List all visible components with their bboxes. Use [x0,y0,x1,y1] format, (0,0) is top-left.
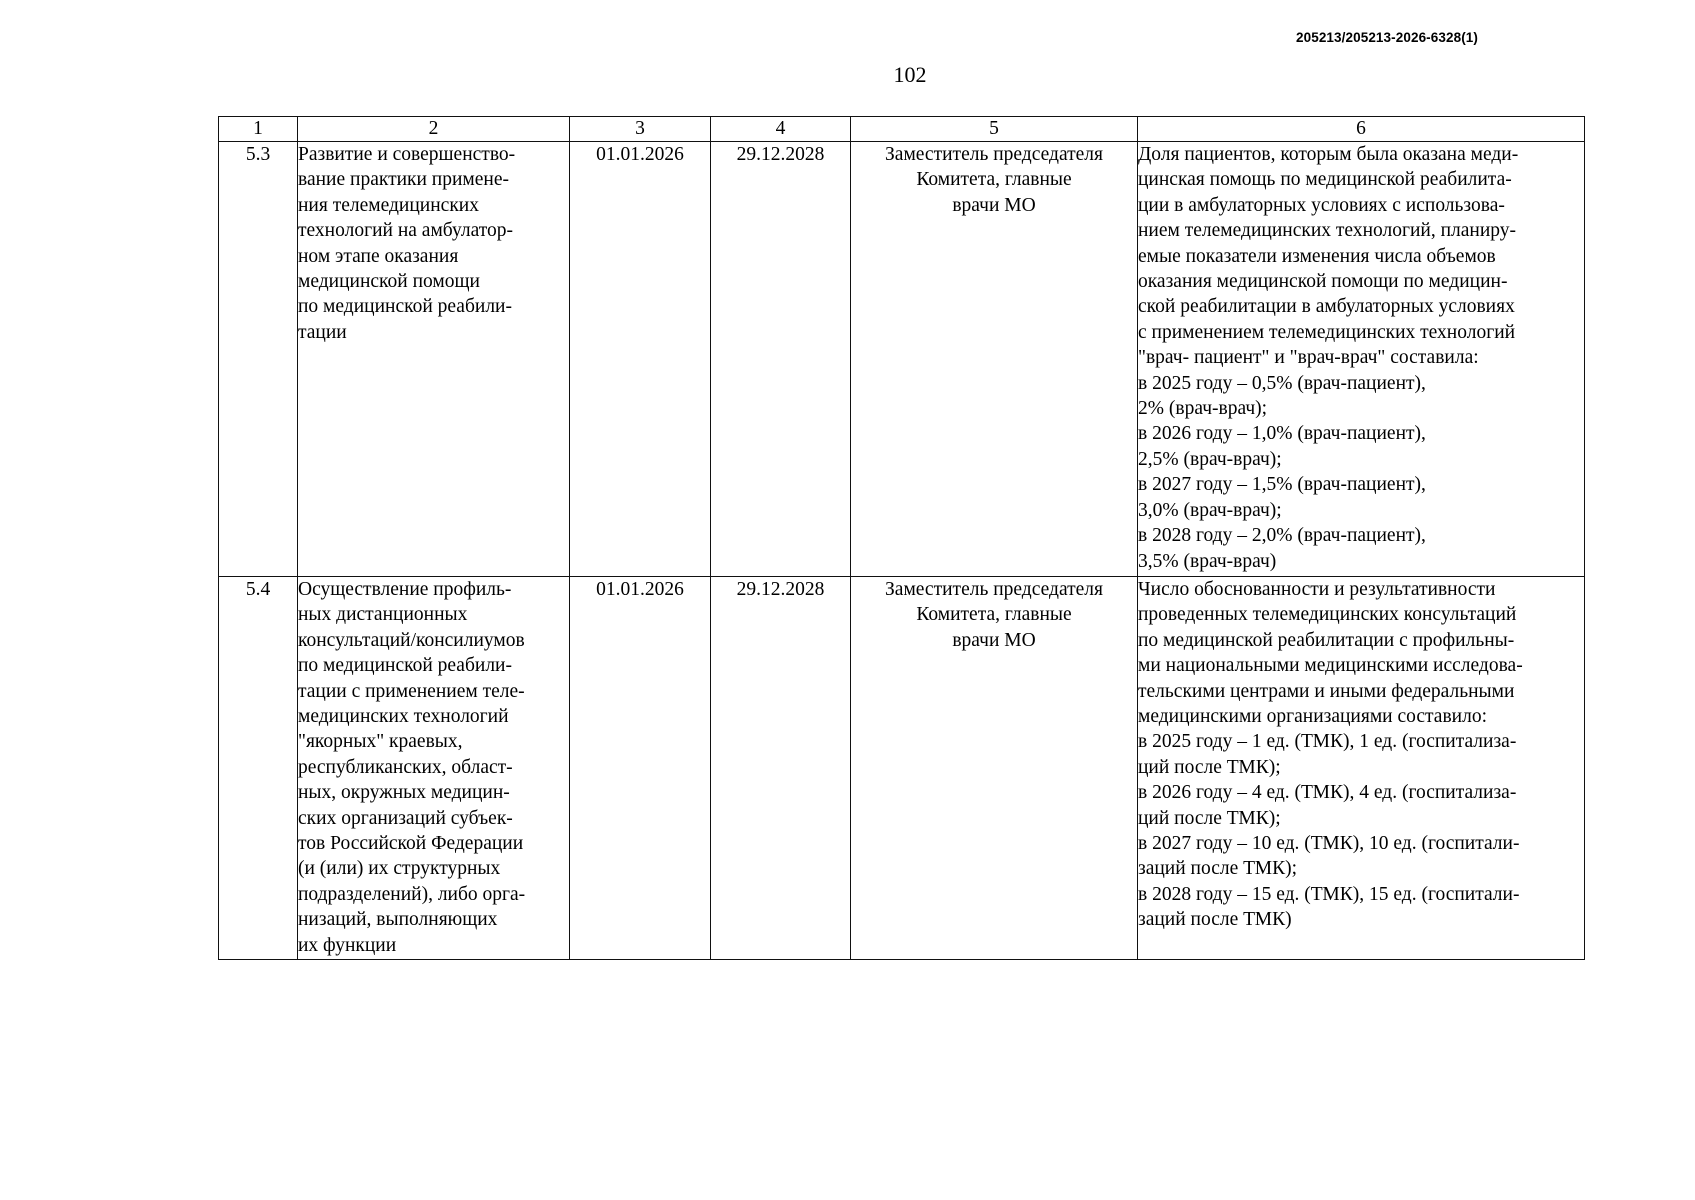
result-line: Доля пациентов, которым была оказана меди- [1138,144,1519,165]
event-line: по медицинской реабили- [298,296,512,318]
result-line: оказания медицинской помощи по медицин- [1138,271,1508,293]
result-line: в 2026 году – 1,0% (врач-пациент), [1138,423,1426,445]
result-line: в 2028 году – 2,0% (врач-пациент), [1138,525,1426,547]
responsible [851,577,1138,960]
expected-result [1138,142,1585,577]
result-line: "врач- пациент" и "врач-врач" составила: [1138,347,1479,369]
event-line: тов Российской Федерации [298,833,524,855]
table-row [219,142,1585,577]
event-line: медицинских технологий [298,706,509,728]
event-line: ном этапе оказания [298,245,459,267]
result-line: 3,5% (врач-врач) [1138,550,1277,572]
result-line: нием телемедицинских технологий, планиру- [1138,220,1517,242]
column-header-5: 5 [851,117,1138,142]
column-header-6: 6 [1138,117,1585,142]
event-line: ния телемедицинских [298,194,479,216]
result-line: ций после ТМК); [1138,756,1281,778]
result-line: Число обоснованности и результативности [1138,579,1496,600]
start-date: 01.01.2026 [570,142,711,577]
measures-table [218,116,1585,960]
row-number: 5.4 [219,577,298,960]
column-header-2: 2 [298,117,570,142]
column-header-1: 1 [219,117,298,142]
event-description [298,577,570,960]
event-line: Осуществление профиль- [298,579,512,600]
end-date: 29.12.2028 [711,577,851,960]
result-line: с применением телемедицинских технологий [1138,321,1516,343]
end-date: 29.12.2028 [711,142,851,577]
responsible-line: Комитета, главные [916,169,1072,191]
result-line: в 2025 году – 1 ед. (ТМК), 1 ед. (госпитализа- [1138,731,1517,753]
expected-result [1138,577,1585,960]
responsible-line: Комитета, главные [916,604,1072,626]
result-line: 2% (врач-врач); [1138,398,1268,420]
result-line: по медицинской реабилитации с профильны- [1138,629,1515,651]
row-number: 5.3 [219,142,298,577]
event-line: ных дистанционных [298,604,468,626]
responsible [851,142,1138,577]
result-line: проведенных телемедицинских консультаций [1138,604,1517,626]
result-line: емые показатели изменения числа объемов [1138,245,1496,267]
result-line: ции в амбулаторных условиях с использова- [1138,194,1505,216]
page-number: 102 [893,62,927,87]
result-line: заций после ТМК); [1138,858,1298,880]
responsible-line: Заместитель председателя [885,579,1103,600]
result-line: в 2027 году – 10 ед. (ТМК), 10 ед. (госпитали- [1138,833,1520,855]
event-line: ных, окружных медицин- [298,782,510,804]
event-line: технологий на амбулатор- [298,220,513,242]
event-line: медицинской помощи [298,271,480,293]
result-line: в 2026 году – 4 ед. (ТМК), 4 ед. (госпитализа- [1138,782,1517,804]
result-line: ской реабилитации в амбулаторных условиях [1138,296,1515,318]
event-description [298,142,570,577]
event-line: тации [298,321,347,343]
event-line: (и (или) их структурных [298,858,501,880]
event-line: их функции [298,934,397,956]
column-header-3: 3 [570,117,711,142]
document-id: 205213/205213-2026-6328(1) [1296,30,1479,45]
result-line: ций после ТМК); [1138,807,1281,829]
responsible-line: врачи МО [952,194,1036,216]
responsible-line: врачи МО [952,629,1036,651]
result-line: в 2027 году – 1,5% (врач-пациент), [1138,474,1426,496]
result-line: 2,5% (врач-врач); [1138,448,1282,470]
event-line: низаций, выполняющих [298,909,498,931]
result-line: цинская помощь по медицинской реабилита- [1138,169,1512,191]
event-line: тации с применением теле- [298,680,525,702]
start-date: 01.01.2026 [570,577,711,960]
event-line: по медицинской реабили- [298,655,512,677]
result-line: тельскими центрами и иными федеральными [1138,680,1515,702]
event-line: вание практики примене- [298,169,510,191]
result-line: в 2025 году – 0,5% (врач-пациент), [1138,372,1426,394]
event-line: "якорных" краевых, [298,731,463,753]
result-line: 3,0% (врач-врач); [1138,499,1282,521]
event-line: ских организаций субъек- [298,807,513,829]
table-row [219,577,1585,960]
event-line: республиканских, област- [298,756,513,778]
result-line: ми национальными медицинскими исследова- [1138,655,1523,677]
event-line: Развитие и совершенство- [298,144,516,165]
result-line: медицинскими организациями составило: [1138,706,1487,728]
column-header-4: 4 [711,117,851,142]
event-line: подразделений), либо орга- [298,883,526,905]
column-number-row [219,117,1585,142]
result-line: заций после ТМК) [1138,909,1292,931]
event-line: консультаций/консилиумов [298,629,525,651]
result-line: в 2028 году – 15 ед. (ТМК), 15 ед. (госпитали- [1138,883,1520,905]
responsible-line: Заместитель председателя [885,144,1103,165]
